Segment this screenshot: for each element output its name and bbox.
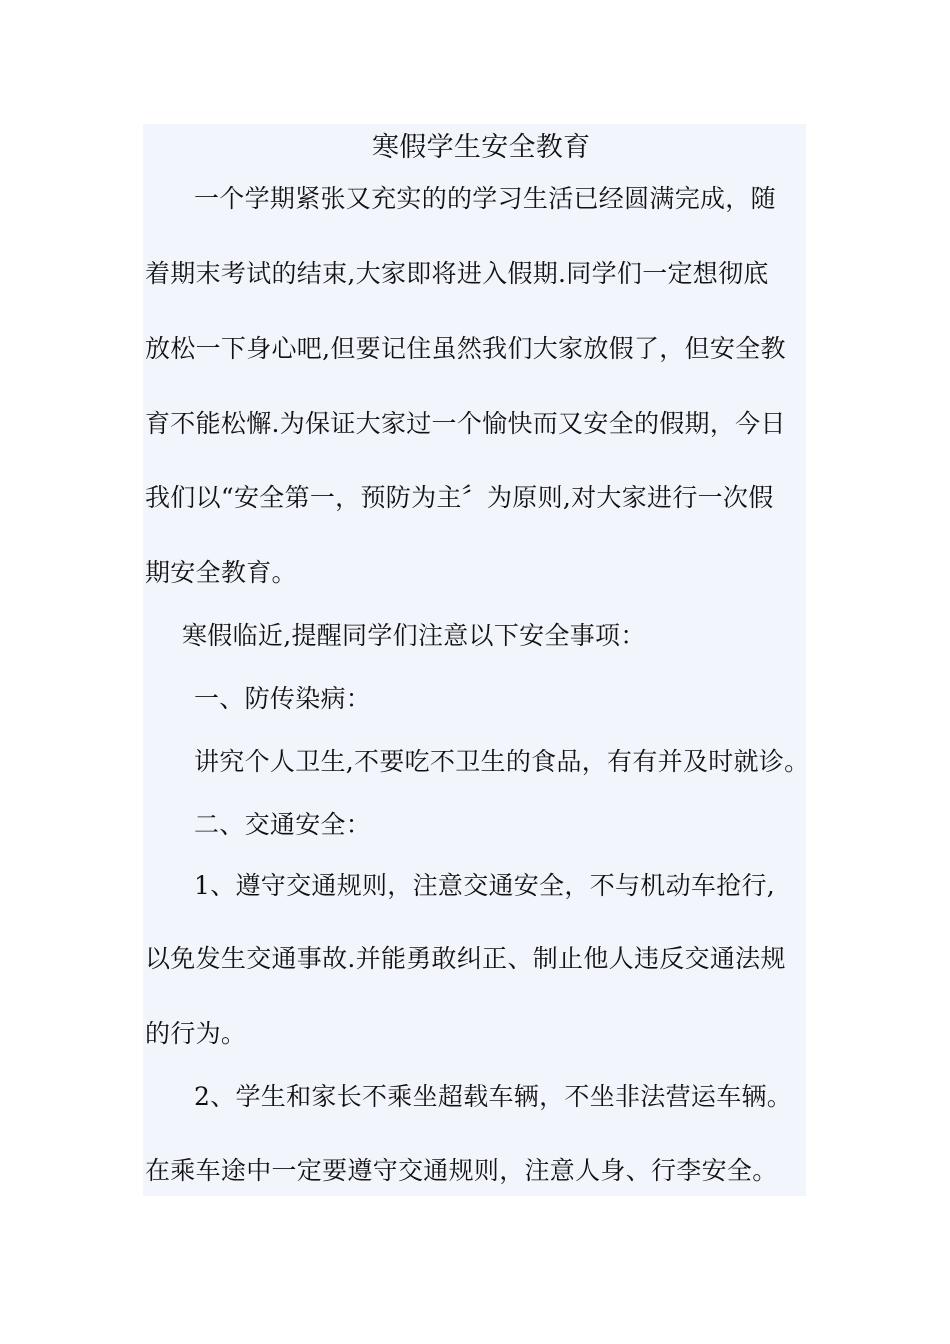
list-item-line: 1、遵守交通规则，注意交通安全，不与机动车抢行, bbox=[194, 871, 776, 900]
list-item-line: 在乘车途中一定要遵守交通规则，注意人身、行李安全。 bbox=[145, 1156, 778, 1185]
paragraph-line: 期安全教育。 bbox=[145, 558, 297, 587]
paragraph-line: 我们以“安全第一，预防为主〞为原则,对大家进行一次假 bbox=[145, 483, 774, 512]
section-heading: 二、交通安全： bbox=[194, 810, 372, 839]
paragraph-line: 育不能松懈.为保证大家过一个愉快而又安全的假期，今日 bbox=[145, 409, 786, 438]
list-item-line: 以免发生交通事故.并能勇敢纠正、制止他人违反交通法规 bbox=[145, 944, 786, 973]
document-title: 寒假学生安全教育 bbox=[372, 132, 591, 163]
list-item-line: 的行为。 bbox=[145, 1019, 247, 1048]
section-text: 讲究个人卫生,不要吃不卫生的食品，有有并及时就诊。 bbox=[194, 747, 810, 776]
section-heading: 一、防传染病： bbox=[194, 684, 372, 713]
paragraph-line: 放松一下身心吧,但要记住虽然我们大家放假了，但安全教 bbox=[145, 334, 786, 363]
paragraph-line: 着期末考试的结束,大家即将进入假期.同学们一定想彻底 bbox=[145, 259, 769, 288]
intro-line: 寒假临近,提醒同学们注意以下安全事项： bbox=[182, 621, 646, 650]
list-item-line: 2、学生和家长不乘坐超载车辆，不坐非法营运车辆。 bbox=[194, 1082, 793, 1111]
paragraph-line: 一个学期紧张又充实的的学习生活已经圆满完成，随 bbox=[194, 184, 776, 213]
